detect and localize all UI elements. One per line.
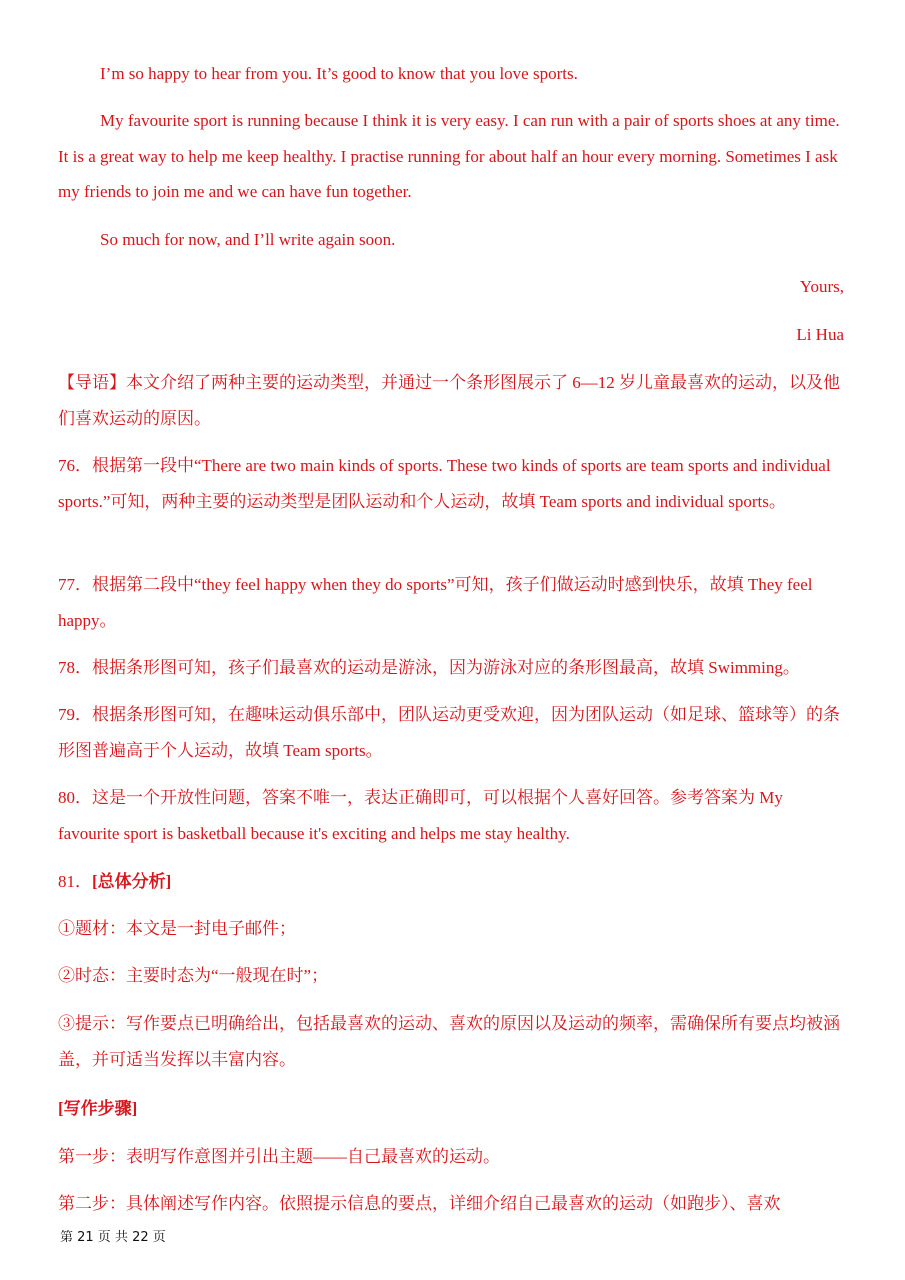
letter-closing: Yours, <box>799 277 844 296</box>
answer-79: 79．根据条形图可知，在趣味运动俱乐部中，团队运动更受欢迎，因为团队运动（如足球、篮球等）的条形图普遍高于个人运动，故填 Team sports。 <box>58 705 840 760</box>
letter-paragraph-1: I’m so happy to hear from you. It’s good to know that you love sports. <box>100 64 578 83</box>
overall-analysis-heading: [总体分析] <box>92 872 172 891</box>
question-81-header <box>58 864 844 900</box>
answer-77: 77．根据第二段中“they feel happy when they do sports”可知，孩子们做运动时感到快乐，故填 They feel happy。 <box>58 575 813 630</box>
answer-76: 76．根据第一段中“There are two main kinds of sports. These two kinds of sports are team sports and individual sports.”可知，两种主要的运动类型是团队运动和个人运动，故填 Team sports and individual sports。 <box>58 456 831 511</box>
page-number-footer: 第 21 页 共 22 页 <box>60 1230 166 1245</box>
analysis-intro: 【导语】本文介绍了两种主要的运动类型，并通过一个条形图展示了 6—12 岁儿童最喜欢的运动，以及他们喜欢运动的原因。 <box>58 373 840 428</box>
analysis-point-3: ③提示：写作要点已明确给出，包括最喜欢的运动、喜欢的原因以及运动的频率，需确保所有要点均被涵盖，并可适当发挥以丰富内容。 <box>58 1014 840 1069</box>
writing-step-1: 第一步：表明写作意图并引出主题——自己最喜欢的运动。 <box>58 1147 500 1166</box>
letter-paragraph-3: So much for now, and I’ll write again soon. <box>100 230 396 249</box>
analysis-point-2: ②时态：主要时态为“一般现在时”； <box>58 966 329 985</box>
analysis-point-1: ①题材：本文是一封电子邮件； <box>58 919 296 938</box>
letter-paragraph-2: My favourite sport is running because I think it is very easy. I can run with a pair of sports shoes at any time. It is a great way to help me keep healthy. I practise running for about half an hour every morning. Sometimes I ask my friends to join me and we can have fun together. <box>58 111 840 201</box>
writing-steps-heading: [写作步骤] <box>58 1099 138 1118</box>
answer-78: 78．根据条形图可知，孩子们最喜欢的运动是游泳，因为游泳对应的条形图最高，故填 Swimming。 <box>58 658 800 677</box>
letter-signature: Li Hua <box>796 325 844 344</box>
answer-80: 80．这是一个开放性问题，答案不唯一，表达正确即可，可以根据个人喜好回答。参考答案为 My favourite sport is basketball because it's exciting and helps me stay healthy. <box>58 788 783 843</box>
question-81-number: 81． <box>58 872 92 891</box>
writing-step-2: 第二步：具体阐述写作内容。依照提示信息的要点，详细介绍自己最喜欢的运动（如跑步）、喜欢 <box>58 1194 781 1213</box>
